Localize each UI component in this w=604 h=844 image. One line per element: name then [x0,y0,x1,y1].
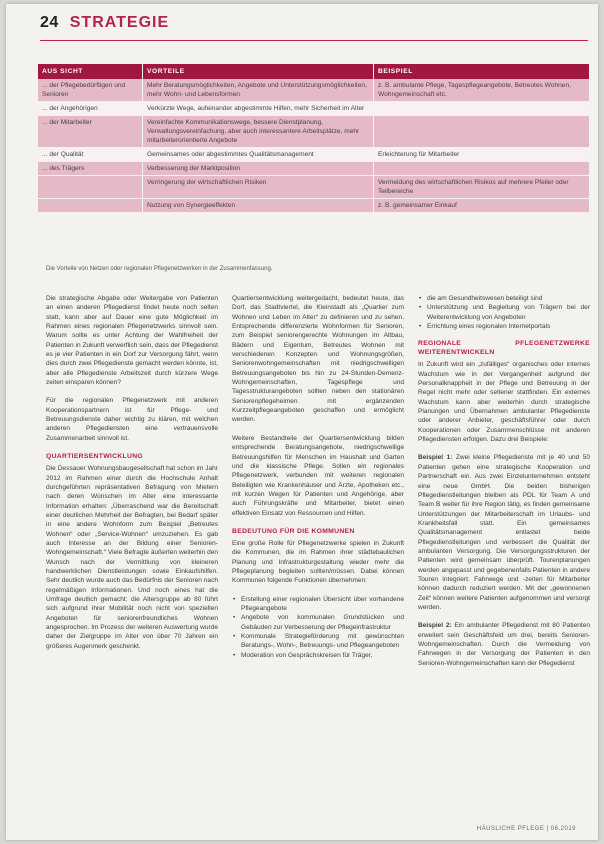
table-cell: ... der Mitarbeiter [38,116,143,148]
paragraph [418,621,590,668]
article-column-1 [46,294,218,660]
table-row [38,79,590,102]
table-cell [38,176,143,199]
page-footer: HÄUSLICHE PFLEGE | 06.2019 [476,826,576,832]
table-cell: Verringerung der wirtschaftlichen Risiken [143,176,374,199]
bullet-list [232,595,404,660]
paragraph: Für die regionalen Pflegenetzwerk mit anderen Kooperationspartnern ist für Pflege- und Betreuungsdienste daher wichtig zu klären, mit welchen anderen Pflegediensten eine vertrauensvolle Zusammenarbeit sinnvoll ist. [46,397,218,442]
paragraph: Eine große Rolle für Pflegenetzwerke spielen in Zukunft die Kommunen, die im Rahmen ihrer städtebaulichen Planung und Infrastrukturgestaltung wieder mehr die Pflegeplanung begleiten sollten/müssen. Dabei können Kommunen folgende Funktionen übernehmen: [232,539,404,585]
table-header-row [38,64,590,79]
list-item: • Erstellung einer regionalen Übersicht über vorhandene Pflegeangebote [232,595,404,614]
table-cell: Nutzung von Synergieeffekten [143,199,374,213]
table-cell: z. B. gemeinsamer Einkauf [374,199,590,213]
list-item: • die am Gesundheitswesen beteiligt sind [418,294,590,303]
article-column-3 [418,294,590,677]
table-row [38,116,590,148]
table-cell [374,102,590,116]
table-row [38,102,590,116]
table-cell: Verkürzte Wege, aufeinander abgestimmte Hilfen, mehr Sicherheit im Alter [143,102,374,116]
example-text: Zwei kleine Pflegedienste mit je 40 und 50 Patienten gehen eine strategische Kooperation und Partnerschaft ein. Aus zwei Einzelunternehmen entsteht eine neue GmbH. Die beiden bisherigen Pflegedienstleitungen bleiben als PDL für Team A und Team B weiter für ihre Region tätig, es finden gemeinsame Unterstützungen der Mitarbeiterschaft im Urlaubs- und Krankheitsfall statt. Ein gemeinsames Qualitätsmanagement entlastet beide Pflegedienstleitungen und verbessert die Qualität der ambulanten Versorgung. Die Versorgungsstrukturen der Patienten wird gemeinsam überprüft. Tourenplanungen werden angepasst und gegebenenfalls Patienten in andere Touren integriert. Fahrwege und -zeiten für Mitarbeiter können dadurch reduziert werden. Mit der „gewonnenen Zeit“ können weitere Patienten aufgenommen und versorgt werden. [418,454,590,611]
table-cell: ... des Trägers [38,162,143,176]
list-item: • Errichtung eines regionalen Internetportals [418,322,590,331]
table-cell: Erleichterung für Mitarbeiter [374,148,590,162]
table-row [38,176,590,199]
column-header: VORTEILE [143,64,374,79]
paragraph: Weitere Bestandteile der Quartiersentwicklung bilden entsprechende Beratungsangebote, niedrigschwellige Betreuungshilfen für Menschen im Haushalt und Garten und die klassische Pflege. Sollen ein regionales Pflegenetzwerk, verbunden mit weiteren regionalen Beteiligten wie Krankenhäuser und Ärzte, Apotheken etc., mit kurzen Wegen für Patienten und Angehörige, aber auch Führungskräfte und Mitarbeiter, bietet einen effektiven Einsatz von Ressourcen und Hilfen. [232,434,404,517]
table-cell [374,116,590,148]
subheading: QUARTIERSENTWICKLUNG [46,453,143,461]
column-header: AUS SICHT [38,64,143,79]
table-cell [374,162,590,176]
example-label: Beispiel 2: [418,622,452,630]
paragraph: Quartiersentwicklung weitergedacht, bedeutet heute, das Dorf, das Stadtviertel, die Kleinstadt als „Quartier zum Wohnen und Leben im Alter“ zu definieren und zu sehen. Entsprechende differenzierte Wohnformen für Senioren, zum Beispiel seniorengerechte Wohnungen im Altbau, Bädern und Eigentum, Betreutes Wohnen mit verschiedenen Konzepten und Wohnungsgrößen, Seniorenwohngemeinschaften mit niedrigschwelligen Betreuungsangeboten bis hin zu 24-Stunden-Demenz-Wohngemeinschaften, Tagespflege und Tagesstrukturangeboten sollten neben den stationären Seniorenpflegeheimen mit ergänzenden Kurzzeitpflegeangeboten geschaffen und ermöglicht werden. [232,295,404,424]
section-title: STRATEGIE [69,14,170,31]
table-cell: ... der Pflegebedürftigen und Senioren [38,79,143,102]
advantages-table [38,64,590,213]
paragraph [418,453,590,612]
table-cell: Vermeidung des wirtschaftlichen Risikos auf mehrere Pfeiler oder Teilbereiche [374,176,590,199]
article-body [46,294,590,834]
table-cell: Verbesserung der Marktposition [143,162,374,176]
table-row [38,148,590,162]
example-text: Ein ambulanter Pflegedienst mit 80 Patienten erweitert sein Geschäftsfeld um drei, bereits Senioren-Wohngemeinschaften. Durch die Vermeidung von Fahrwegen in der Versorgung der Patienten in den Senioren-Wohngemeinschaften kann der Pflegedienst [418,622,590,667]
table-cell: z. B. ambulante Pflege, Tagespflegeangebote, Betreutes Wohnen, Wohngemeinschaft etc. [374,79,590,102]
article-column-2 [232,294,404,668]
table-cell: Gemeinsames oder abgestimmtes Qualitätsmanagement [143,148,374,162]
example-label: Beispiel 1: [418,454,453,462]
table-cell: ... der Qualität [38,148,143,162]
magazine-page [6,4,598,840]
table-cell: Vereinfachte Kommunikationswege, bessere Dienstplanung, Verwaltungsvereinfachung, aber auch interessantere Arbeitsplätze, mehr mitarbeiterorientierte Angebote [143,116,374,148]
list-item: • Unterstützung und Begleitung von Trägern bei der Weiterentwicklung von Angeboten [418,303,590,322]
column-header: BEISPIEL [374,64,590,79]
table-row [38,199,590,213]
table-cell [38,199,143,213]
bullet-list [418,294,590,331]
table-cell: Mehr Beratungsmöglichkeiten, Angebote und Unterstützungsmöglichkeiten, mehr Wohn- und Lebensformen [143,79,374,102]
list-item: • Angebote von kommunalen Grundstücken und Gebäuden zur Verbesserung der Pflegeinfrastruktur [232,613,404,632]
paragraph: Die Dessauer Wohnungsbaugesellschaft hat schon im Jahr 2012 im Rahmen einer durch die Hochschule Anhalt durchgeführten repräsentativen Befragung von Mietern nach deren Wünschen im Alter eine interessante Information erhalten: „Überraschend war die Bereitschaft einer deutlichen Mehrheit der Befragten, bei Bedarf später in eine andere Wohnform zum Beispiel „Betreutes Wohnen“ oder „Service-Wohnen“ umzuziehen. Es gab auch Interesse an der Bildung einer Senioren-Wohngemeinschaft.“ Viele Befragte äußerten weiterhin den Wunsch nach der Vermittlung von kleineren handwerklichen Dienstleistungen sowie Einkaufshilfen. Sehr deutlich wurde auch das Bedürfnis der Senioren nach regelmäßigen Informationen. Und noch eines hat die Umfrage deutlich gemacht: die Altersgruppe ab 80 führt sich aufgrund ihrer Mobilität noch nicht von speziellen Angeboten für seniorenfreundliches Wohnen angesprochen. Im Prozess der weiteren Auswertung wurde daher der Zielgruppe im Alter von über 70 Jahren ein größeres Augenmerk geschenkt. [46,465,218,650]
paragraph: In Zukunft wird ein „zufälliges“ organisches oder internes Wachstum wie in der Vergangenheit aufgrund der Personalknappheit in der Pflege und Betreuung in der Regel nicht mehr oder seltener stattfinden. Ein externes Wachstum kann aber weiterhin durch strategische Planungen und Übernahmen ambulanter Pflegedienste oder anderer Anbieter, geschäftsführer oder durch Kooperationen oder Zusammenschlüsse mit anderen Pflegediensten erfolgen. Dazu drei Beispiele: [418,361,590,444]
paragraph: Die strategische Abgabe oder Weitergabe von Patienten an einen anderen Pflegedienst findet heute noch selten statt, kann aber auf Dauer eine gute Möglichkeit im Rahmen eines regionalen Pflegenetzwerks sinnvoll sein. Warum sollte es unter Achtung der Wahlfreiheit der Patienten in Zukunft verwerflich sein, dass der Pflegedienst es je vier Patienten in ein Dorf zur Versorgung fährt, wenn dies durch zwei Pflegedienste gemacht werden könnte, ist, aber alle Pflegedienste Arbeitszeit durch kürzere Wege zeiten einsparen können? [46,295,218,387]
subheading: REGIONALE PFLEGENETZWERKE WEITERENTWICKELN [418,340,590,357]
table-row [38,162,590,176]
page-header [40,14,169,32]
list-item: • Moderation von Gesprächskreisen für Träger, [232,651,404,660]
page-number: 24 [40,14,59,31]
table-cell: ... der Angehörigen [38,102,143,116]
subheading: BEDEUTUNG FÜR DIE KOMMUNEN [232,527,355,535]
list-item: • Kommunale Strategieförderung mit gewünschten Beratungs-, Wohn-, Betreuungs- und Pflegeangeboten [232,632,404,651]
header-rule [40,40,588,41]
table-caption: Die Vorteile von Netzen oder regionalen Pflegenetzwerken in der Zusammenfassung. [46,266,273,272]
